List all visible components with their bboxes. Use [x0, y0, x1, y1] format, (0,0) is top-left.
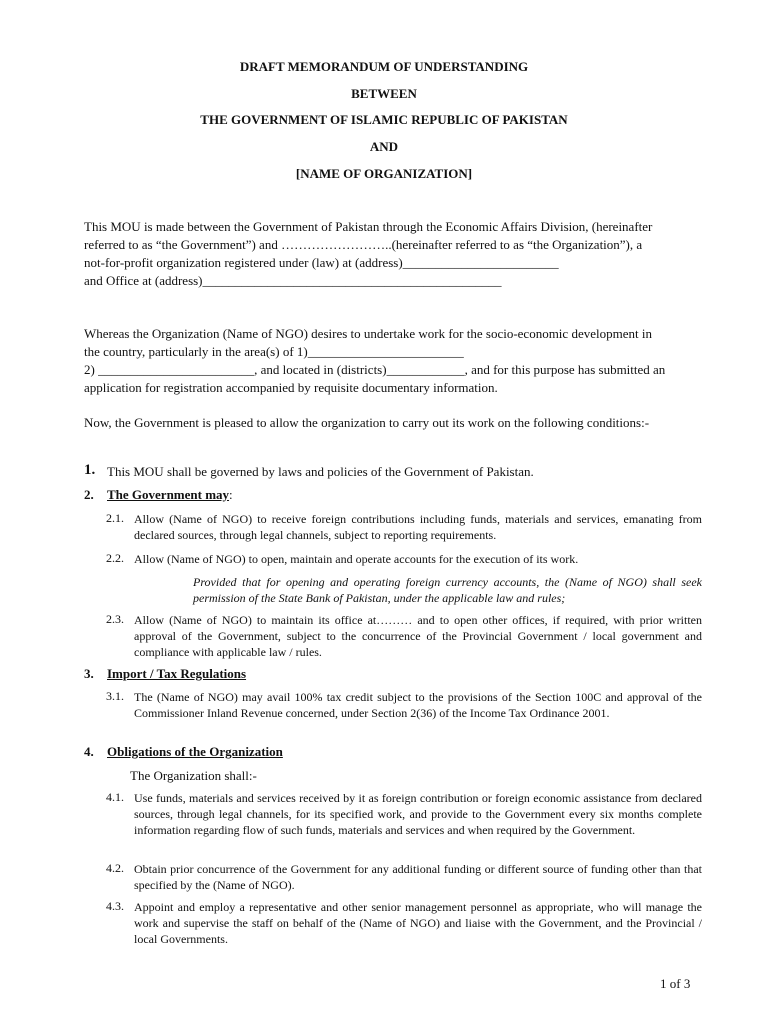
clause-4-2-number: 4.2.	[106, 861, 124, 875]
intro-line: referred to as “the Government”) and ……………………..(hereinafter referred to as “the Organization”), a	[84, 237, 643, 252]
word: particularly	[148, 344, 209, 359]
clause-4-title: Obligations of the Organization	[107, 744, 283, 759]
clause-3-title: Import / Tax Regulations	[107, 666, 247, 681]
clause-2-2-number: 2.2.	[106, 551, 124, 565]
word: accompanied	[225, 380, 295, 395]
intro-line: This MOU is made between the Government of Pakistan through the Economic Affairs Division, (hereinafter	[84, 219, 653, 234]
clause-2-title: The Government may	[107, 487, 230, 502]
clause-4-3-text: Appoint and employ a representative and other senior management personnel as appropriate, who will manage the work and supervise the staff on behalf of the (Name of NGO) and liaise with the Government, and the Provincial / local Governments.	[134, 900, 702, 946]
clause-2-3-text: Allow (Name of NGO) to maintain its office at……… and to open other offices, if required, with prior written approval of the Government, subject to the concurrence of the Provincial Government / local government and compliance with applicable law / rules.	[134, 613, 702, 659]
whereas-line	[84, 379, 702, 397]
word: organization	[156, 255, 222, 270]
word: in	[211, 344, 222, 359]
word: registered	[224, 255, 276, 270]
intro-paragraph	[84, 218, 702, 290]
word: the	[84, 344, 100, 359]
title-line-2: BETWEEN	[351, 86, 417, 101]
word: documentary	[362, 380, 430, 395]
intro-line: and Office at (address)______________________________________________	[84, 273, 502, 288]
intro-line	[84, 254, 702, 272]
clause-1-number: 1.	[84, 462, 96, 478]
clause-4-2-text: Obtain prior concurrence of the Government for any additional funding or different source of funding other than that specified by the (Name of NGO).	[134, 862, 702, 892]
clause-4-3-number: 4.3.	[106, 899, 124, 913]
title-line-1: DRAFT MEMORANDUM OF UNDERSTANDING	[239, 59, 529, 74]
title-line-5: [NAME OF ORGANIZATION]	[295, 166, 473, 181]
clause-2-1-number: 2.1.	[106, 511, 124, 525]
clause-2-heading	[107, 487, 233, 503]
clause-4-number: 4.	[84, 744, 94, 759]
whereas-line: Whereas the Organization (Name of NGO) desires to undertake work for the socio-economic development in	[84, 326, 652, 341]
clause-2-number: 2.	[84, 487, 94, 502]
proviso-text: Provided that for opening and operating foreign currency accounts, the (Name of NGO) shall seek permission of the State Bank of Pakistan, under the applicable law and rules;	[193, 575, 702, 605]
word: (address)________________________	[355, 255, 559, 270]
word: (law)	[311, 255, 340, 270]
word: the	[225, 344, 241, 359]
clause-4-1-number: 4.1.	[106, 790, 124, 804]
clause-1-text: This MOU shall be governed by laws and policies of the Government of Pakistan.	[107, 464, 534, 479]
word: at	[342, 255, 352, 270]
clause-4-1-text: Use funds, materials and services received by it as foreign contribution or foreign economic assistance from declared sources, through legal channels, for its specified work, and provide to the Government every six months complete information regarding flow of such funds, materials and services and when required by the Government.	[134, 791, 702, 837]
word: registration	[163, 380, 223, 395]
whereas-line	[84, 343, 702, 361]
word: information.	[433, 380, 498, 395]
conditions-intro: Now, the Government is pleased to allow the organization to carry out its work on the following conditions:-	[84, 415, 650, 430]
title-line-3: THE GOVERNMENT OF ISLAMIC REPUBLIC OF PAKISTAN	[200, 112, 568, 127]
page-number: 1 of 3	[660, 976, 691, 991]
clause-3-1-text: The (Name of NGO) may avail 100% tax credit subject to the provisions of the Section 100C and approval of the Commissioner Inland Revenue concerned, under Section 2(36) of the Income Tax Ordinance 2001.	[134, 690, 702, 720]
clause-3-1-number: 3.1.	[106, 689, 124, 703]
word: area(s)	[244, 344, 280, 359]
clause-4-lead: The Organization shall:-	[130, 768, 257, 783]
clause-3-number: 3.	[84, 666, 94, 681]
whereas-line: 2) ________________________, and located in (districts)____________, and for this purpose has submitted an	[84, 362, 666, 377]
word: requisite	[313, 380, 359, 395]
clause-2-1-text: Allow (Name of NGO) to receive foreign contributions including funds, materials and services, emanating from declared sources, through legal channels, subject to reporting requirements.	[134, 512, 702, 542]
clause-2-2-text: Allow (Name of NGO) to open, maintain and operate accounts for the execution of its work.	[134, 552, 579, 566]
word: 1)________________________	[296, 344, 464, 359]
word: by	[297, 380, 311, 395]
word: under	[278, 255, 309, 270]
whereas-paragraph	[84, 325, 702, 397]
clause-2-3-number: 2.3.	[106, 612, 124, 626]
title-line-4: AND	[369, 139, 399, 154]
word: not-for-profit	[84, 255, 154, 270]
word: application	[84, 380, 142, 395]
word: country,	[103, 344, 146, 359]
clause-2-colon: :	[229, 487, 233, 502]
word: of	[282, 344, 294, 359]
word: for	[145, 380, 161, 395]
